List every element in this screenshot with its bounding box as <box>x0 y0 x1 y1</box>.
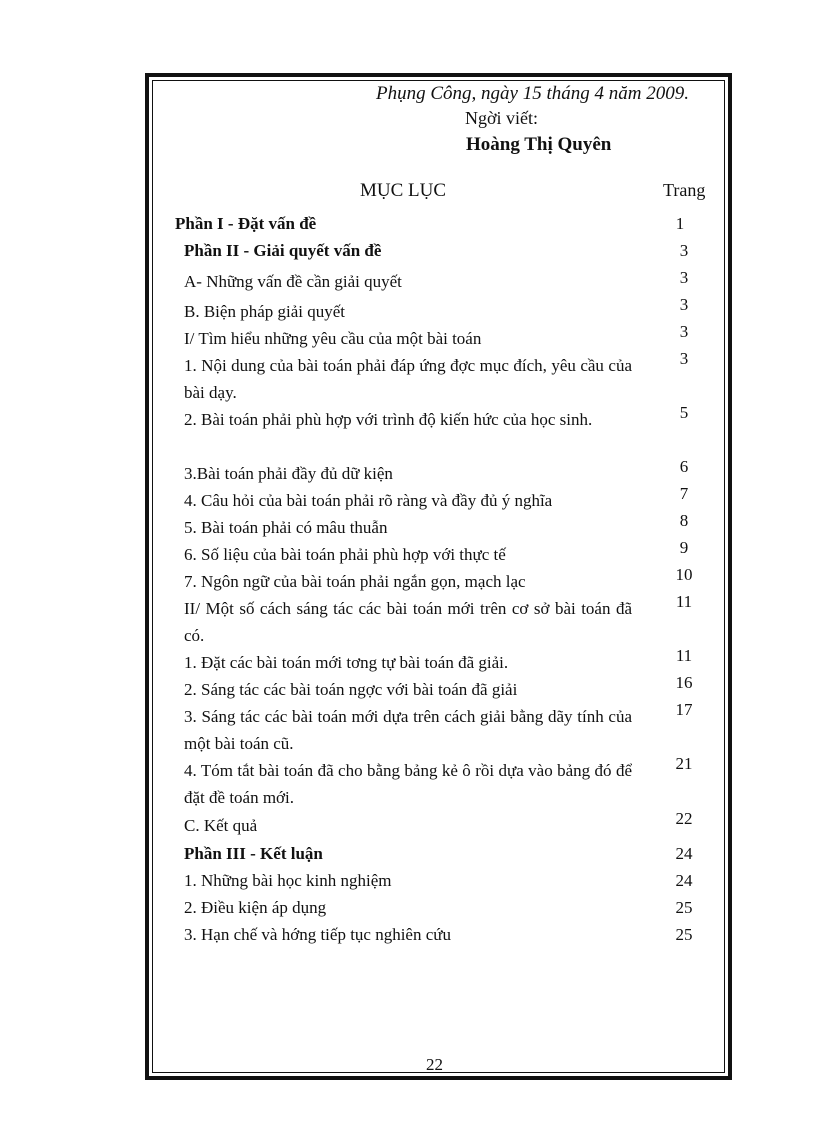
toc-title: MỤC LỤC <box>360 180 447 201</box>
toc-page-number: 3 <box>679 268 689 287</box>
toc-entry: C. Kết quả <box>184 816 258 835</box>
toc-entry: B. Biện pháp giải quyết <box>184 302 346 321</box>
footer-page-number: 22 <box>426 1055 443 1074</box>
toc-page-number: 7 <box>679 484 689 503</box>
toc-page-number: 3 <box>679 322 689 341</box>
toc-page-number: 24 <box>675 871 693 890</box>
toc-page-number: 6 <box>679 457 689 476</box>
toc-entry: 2. Bài toán phải phù hợp với trình độ kiến hức của học sinh. <box>184 410 593 429</box>
toc-page-number: 25 <box>675 925 693 944</box>
toc-page-number: 21 <box>675 754 693 773</box>
toc-entry: 1. Nội dung của bài toán phải đáp ứng đợc mục đích, yêu cầu của bài dạy. <box>184 356 632 402</box>
toc-entry: 6. Số liệu của bài toán phải phù hợp với thực tế <box>184 545 506 564</box>
toc-page-number: 1 <box>675 214 685 233</box>
toc-page-number: 3 <box>679 241 689 260</box>
toc-page-number: 3 <box>679 349 689 368</box>
toc-entry: I/ Tìm hiểu những yêu cầu của một bài toán <box>184 329 482 348</box>
toc-page-number: 24 <box>675 844 693 863</box>
toc-entry: 3.Bài toán phải đầy đủ dữ kiện <box>184 464 393 483</box>
toc-entry: 5. Bài toán phải có mâu thuẫn <box>184 518 388 537</box>
toc-entry: 1. Những bài học kinh nghiệm <box>184 871 392 890</box>
toc-page-number: 11 <box>675 646 693 665</box>
toc-entry: 2. Sáng tác các bài toán ngợc với bài toán đã giải <box>184 680 518 699</box>
toc-page-number: 25 <box>675 898 693 917</box>
place-date: Phụng Công, ngày 15 tháng 4 năm 2009. <box>376 83 689 104</box>
toc-entry: 4. Tóm tắt bài toán đã cho bằng bảng kẻ ô rồi dựa vào bảng đó để đặt đề toán mới. <box>184 761 632 807</box>
toc-page-number: 10 <box>675 565 693 584</box>
toc-entry: II/ Một số cách sáng tác các bài toán mới trên cơ sở bài toán đã có. <box>184 599 632 645</box>
toc-page-number: 3 <box>679 295 689 314</box>
toc-page-number: 16 <box>675 673 693 692</box>
toc-entry: 4. Câu hỏi của bài toán phải rõ ràng và đầy đủ ý nghĩa <box>184 491 553 510</box>
toc-page-number: 22 <box>675 809 693 828</box>
toc-page-number: 9 <box>679 538 689 557</box>
toc-entry: 7. Ngôn ngữ của bài toán phải ngắn gọn, mạch lạc <box>184 572 526 591</box>
toc-page-number: 11 <box>675 592 693 611</box>
toc-entry: A- Những vấn đề cần giải quyết <box>184 272 402 291</box>
toc-entry: 2. Điều kiện áp dụng <box>184 898 327 917</box>
toc-page-number: 8 <box>679 511 689 530</box>
toc-page-number: 17 <box>675 700 693 719</box>
toc-entry: Phần III - Kết luận <box>184 844 323 863</box>
toc-entry: 1. Đặt các bài toán mới tơng tự bài toán đã giải. <box>184 653 509 672</box>
toc-entry: Phần I - Đặt vấn đề <box>175 214 317 233</box>
toc-entry: 3. Sáng tác các bài toán mới dựa trên cách giải bằng dãy tính của một bài toán cũ. <box>184 707 632 753</box>
toc-entry: Phần II - Giải quyết vấn đề <box>184 241 382 260</box>
toc-entry: 3. Hạn chế và hớng tiếp tục nghiên cứu <box>184 925 451 944</box>
writer-label: Ngời viết: <box>465 108 539 128</box>
writer-name: Hoàng Thị Quyên <box>466 134 612 155</box>
page-column-label: Trang <box>663 180 706 200</box>
toc-page-number: 5 <box>679 403 689 422</box>
